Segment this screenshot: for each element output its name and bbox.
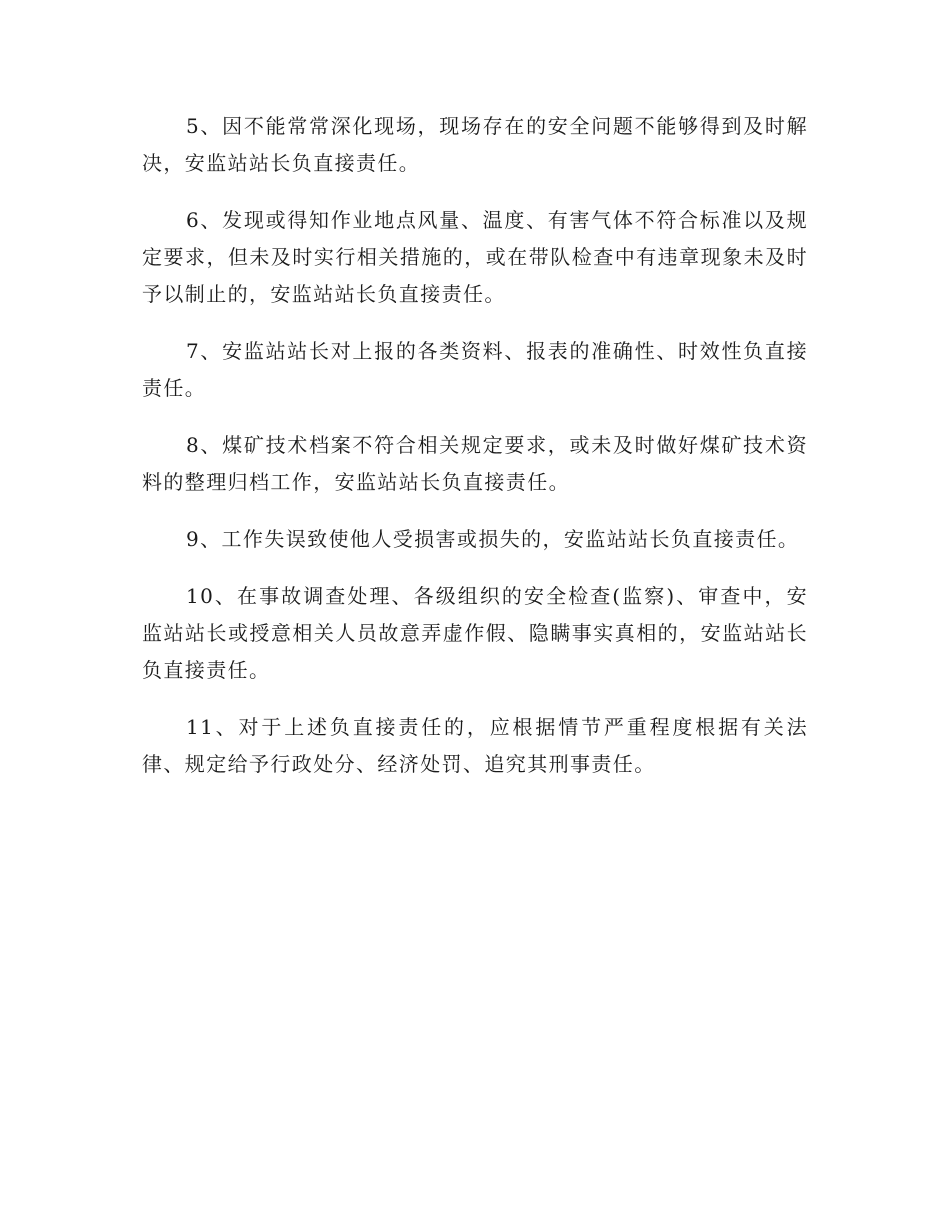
paragraph-item-8: 8、煤矿技术档案不符合相关规定要求，或未及时做好煤矿技术资料的整理归档工作，安监站站长负直接责任。 xyxy=(142,433,808,494)
paragraph-item-7: 7、安监站站长对上报的各类资料、报表的准确性、时效性负直接责任。 xyxy=(142,339,808,400)
document-body xyxy=(142,108,808,803)
paragraph-item-6: 6、发现或得知作业地点风量、温度、有害气体不符合标准以及规定要求，但未及时实行相关措施的，或在带队检查中有违章现象未及时予以制止的，安监站站长负直接责任。 xyxy=(142,208,808,306)
paragraph-item-9: 9、工作失误致使他人受损害或损失的，安监站站长负直接责任。 xyxy=(186,527,800,551)
paragraph-item-11: 11、对于上述负直接责任的，应根据情节严重程度根据有关法律、规定给予行政处分、经济处罚、追究其刑事责任。 xyxy=(142,715,808,776)
paragraph-item-5: 5、因不能常常深化现场，现场存在的安全问题不能够得到及时解决，安监站站长负直接责任。 xyxy=(142,114,808,175)
paragraph-item-10: 10、在事故调查处理、各级组织的安全检查(监察)、审查中，安监站站长或授意相关人员故意弄虚作假、隐瞒事实真相的，安监站站长负直接责任。 xyxy=(142,584,808,682)
